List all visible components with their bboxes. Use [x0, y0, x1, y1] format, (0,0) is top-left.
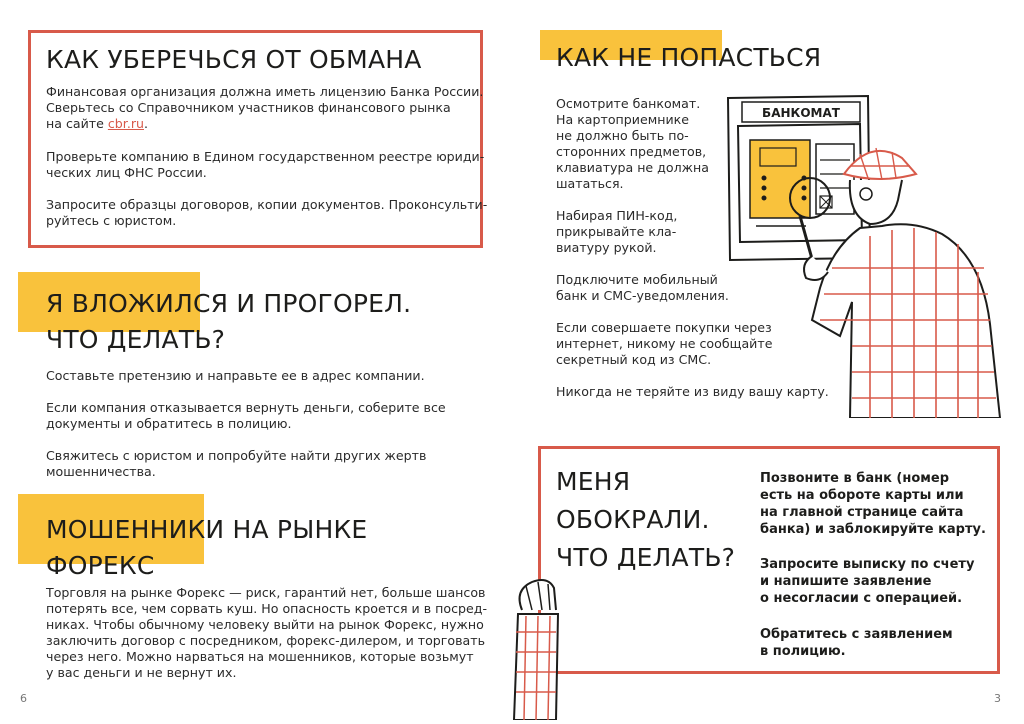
paragraph-cover-keypad: Набирая ПИН-код, прикрывайте кла- виатуру рукой.: [556, 208, 678, 255]
paragraph-call-bank: Позвоните в банк (номер есть на обороте карты или на главной странице сайта банка) и заблокируйте карту.: [760, 471, 986, 537]
license-text: Финансовая организация должна иметь лицензию Банка России. Сверьтесь со Справочником участников финансового рынка на сайте: [46, 84, 484, 131]
paragraph-sms-code: Если совершаете покупки через интернет, никому не сообщайте секретный код из СМС.: [556, 320, 773, 367]
paragraph-claim: Составьте претензию и направьте ее в адрес компании.: [46, 368, 425, 383]
heading-protect-from-fraud: КАК УБЕРЕЧЬСЯ ОТ ОБМАНА: [46, 45, 422, 74]
atm-sign: БАНКОМАТ: [762, 106, 840, 120]
heading-dont-get-caught: КАК НЕ ПОПАСТЬСЯ: [556, 43, 822, 72]
paragraph-license: [46, 84, 483, 132]
heading-invested-lost-line1: Я ВЛОЖИЛСЯ И ПРОГОРЕЛ.: [46, 289, 412, 318]
paragraph-contact-police: Обратитесь с заявлением в полицию.: [760, 627, 953, 659]
heading-forex-line1: МОШЕННИКИ НА РЫНКЕ: [46, 515, 368, 544]
heading-robbed-line1: МЕНЯ: [556, 467, 631, 496]
paragraph-mobile-bank: Подключите мобильный банк и СМС-уведомления.: [556, 272, 729, 303]
heading-robbed-line3: ЧТО ДЕЛАТЬ?: [556, 543, 736, 572]
paragraph-statement: Запросите выписку по счету и напишите заявление о несогласии с операцией.: [760, 557, 975, 606]
page-number-left: 6: [20, 692, 27, 705]
cbr-link[interactable]: cbr.ru: [107, 116, 144, 131]
paragraph-police: Если компания отказывается вернуть деньги, соберите все документы и обратитесь в полицию.: [46, 400, 446, 431]
paragraph-check-registry: Проверьте компанию в Едином государственном реестре юриди- ческих лиц ФНС России.: [46, 149, 485, 180]
hand-holding-sign-illustration: [508, 570, 578, 720]
paragraph-inspect-atm: Осмотрите банкомат. На картоприемнике не должно быть по- сторонних предметов, клавиатура не должна шататься.: [556, 96, 709, 191]
page-number-right: 3: [994, 692, 1001, 705]
heading-invested-lost-line2: ЧТО ДЕЛАТЬ?: [46, 325, 226, 354]
heading-forex-line2: ФОРЕКС: [46, 551, 155, 580]
atm-illustration: [720, 88, 1020, 418]
license-text-end: .: [143, 116, 148, 131]
heading-robbed-line2: ОБОКРАЛИ.: [556, 505, 710, 534]
paragraph-forex: Торговля на рынке Форекс — риск, гарантий нет, больше шансов потерять все, чем сорвать куш. Но опасность кроется и в посред- никах. Чтобы обычному человеку выйти на рынок Форекс, нужно заключить договор с посредником, форекс-дилером, и торговать через него. Можно нарваться на мошенников, которые возьмут у вас деньги и не вернут их.: [46, 585, 488, 680]
paragraph-lawyer: Свяжитесь с юристом и попробуйте найти других жертв мошенничества.: [46, 448, 427, 479]
paragraph-keep-card: Никогда не теряйте из виду вашу карту.: [556, 384, 829, 399]
paragraph-request-docs: Запросите образцы договоров, копии документов. Проконсульти- руйтесь с юристом.: [46, 197, 488, 228]
